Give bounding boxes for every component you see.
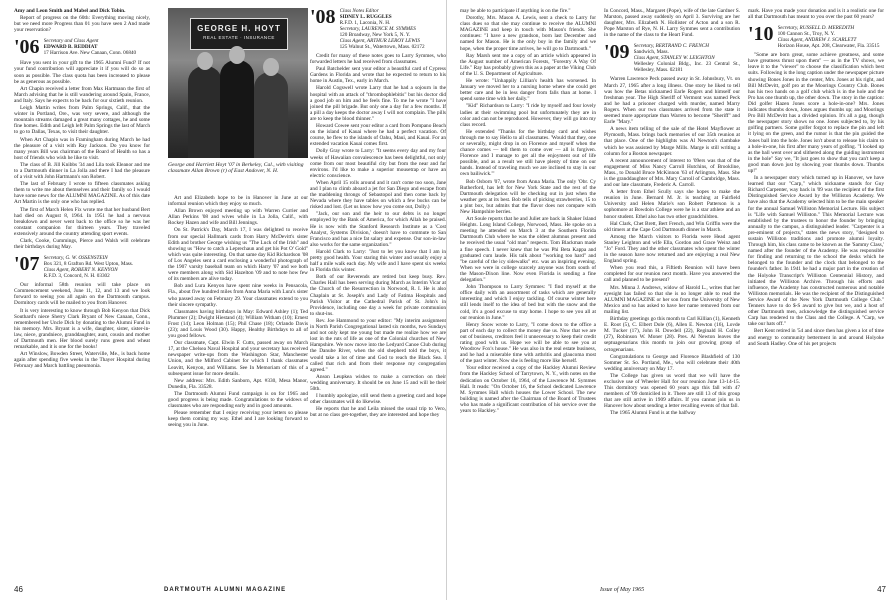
- right-page: [450, 0, 896, 600]
- paragraph: Bert Kent retired in '54 and since then has given a lot of time and energy to community betterment in and around Holyoke and South Hadley. One of his pet projects: [748, 328, 884, 347]
- paragraph: Paul Batchelder sent your editor a beautiful card of Cypress Gardens in Florida and wrote that he expected to return to his home in Austin, Tex., early in March.: [310, 66, 446, 85]
- officer-address: 17 Harrison Ave. New Canaan, Conn. 06840: [43, 50, 137, 57]
- class-officers: [44, 38, 150, 56]
- paragraph: Classmates having birthdays in May: Edward Ashley (1); Ted Plummer (2); Dwight Hiestand (4); William Witham (10); Ernest Frost (14); Leon Holman (15); Phil Chase (18); Orlando Davis (23); and Louis Wood (30). Happy, Healthy Birthdays to all of you good fellows.: [168, 308, 308, 340]
- paragraph: "Some are born great, some achieve greatness, and some have greatness thrust upon them" — as in the TV shows, we leave it to the "viewer" to choose the classification which best suits. Following is the long caption under the newspaper picture showing Bones Jones in the center, Mrs. Jones at his right, and Bill McDevitt, golf pro at the Moorings Country Club. Bones has his two hands on a golf club which is in the hole and the Pro has one thumb up, the other down. The story in the caption: Did golfer Hazen Jones score a hole-in-one? Mrs. Jones indicates thumbs down, Jones argues thumbs up; and Moorings Pro Bill McDevitt has a divided opinion. It's all a gag, though the newspaper story shows no one. Jones subjected to, by his golfing partners. Some golfer forgot to replace the pin and left it lying on the green, and the rumor is that the pin guided the Jones ball into the hole. Jones isn't about to release his claim to a hole-in-one, his first after many years of golfing. "I looked up as the ball went over and slithered along the guiding instrument in the hole" Say we, "It just goes to show that you can't keep a good man down just by showing your thumbs down. Thumbs up!": [748, 52, 884, 174]
- paragraph: Mrs. Minna J. Andrews, widow of Harold L., writes that her eyesight has failed so that she is no longer able to read the ALUMNI MAGAZINE or her son from the University of New Mexico and so has asked to have her name removed from our mailing list.: [604, 284, 740, 315]
- paragraph: In Concord, Mass., Margaret (Pope), wife of the late Gardner S. Marston, passed away suddenly on April 3. Surviving are her daughter, Mrs. Elizabeth N. Hollister of Acton and a son R. Pope Marston of Rye, N. H. Larry Symmes sent a contribution in the name of the class to the Heart Fund.: [604, 8, 740, 39]
- class-photo: [168, 8, 308, 158]
- paragraph: New address: Mrs. Edith Sanborn, Apt. #330, Mesa Manor, Dunedin, Fla. 33528.: [168, 377, 308, 390]
- class-year: '07: [14, 255, 40, 276]
- officer-role: Secretary and Class Agent: [43, 38, 99, 45]
- paragraph: Our informal 58th reunion will take place on Commencement weekend, June 11, 12, and 13 and we look forward to seeing you all again on the Dartmouth campus. Dormitory cards will be mailed to you from Hanover.: [14, 282, 150, 307]
- paragraph: I humbly apologize, still send them a greeting card and hope other classmates will do likewise.: [310, 393, 446, 406]
- paragraph: Your editor received a copy of the Hackley Alumni Review from the Hackley School of Tarrytown, N. Y., with notes on the dedication on October 16, 1964, of the Lawrence M. Symmes Hall. It reads: "On October 16, the School dedicated Lawrence M. Symmes Hall which houses the Lower School. The new building is named after the Chairman of the Board of Trustees who has made a significant contribution of his service over the years to Hackley.": [460, 365, 596, 414]
- officer-address: Sandwich, Mass.: [633, 49, 669, 56]
- paragraph: Howard Cowee sent your editor a card from Pompano Beach on the island of Kauai where he had a perfect vacation. Of course, he flew to the islands of Oahu, Maui, and Kauai. For an extended vacation Kauai comes first.: [310, 123, 446, 148]
- paragraph: The 1965 Alumni Fund is at the halfway: [610, 410, 696, 417]
- right-column-2: [604, 8, 740, 580]
- paragraph: The Dartmouth Alumni Fund campaign is on for 1965 and good progress is being made. Congratulations to the widows of classmates who are responding early and in good amounts.: [168, 390, 308, 410]
- paragraph: The class of B. Jill Knibbs '34 and Lila took Eleanor and me to a Dartmouth dinner in La Jolla and there I had the pleasure of a visit with John Hartmann's son Robert.: [14, 161, 150, 181]
- officer-name: SIDNEY L. RUGGLES: [339, 14, 392, 20]
- paragraph: Art and Elizabeth hope to be in Hanover in June at our informal reunion which they enjoy so much.: [168, 195, 308, 208]
- class-officers: [778, 25, 884, 49]
- paragraph: Allan Brown enjoyed meeting up with Warren Currier and Allan Perkins '08 and wives while in La Jolla, Calif., with Rockey Hazen and wife and Bill Jennings.: [168, 208, 308, 227]
- paragraph: The first of March Helen Fix wrote me that her husband Bert had died on August 8, 1964. In 1951 he had a nervous breakdown and never went back to the office so he was her constant companion for thirteen years. They traveled extensively around the country attending sport events.: [14, 206, 150, 237]
- paragraph: It is very interesting to know through Bob Kenyon that Dick Southard's niece Sherry Clark Bryant of New Canaan, Conn., remembered her Uncle Dick by donating to the Alumni Fund in his memory. Mrs. Bryant is a wife, daughter, sister, sister-in-law, niece, grandniece, granddaughter, aunt, cousin and mother of Dartmouth men. Her blood surely runs green and wheat remarkable, and it is one for the books!: [14, 307, 150, 351]
- officer-address: 100 Cannon St., Troy, N. Y.: [777, 31, 835, 38]
- class-year: '06: [14, 38, 40, 58]
- paragraph: Warren Lawrence Peck passed away in St. Johnsbury, Vt. on March 27, 1965 after a long illness. One story he liked to tell was how the Betas nicknamed Earle Rogers and himself our freshman year. The High Sheriff of Vermont was named Peck and he had a prisoner charged with murder, named Marry Rogers. When our two classmates arrived from the state it seemed more appropriate than Warren to become "Sheriff" and Earle "Mary.": [604, 76, 740, 126]
- office-sign: [190, 18, 288, 50]
- class-header-1910: [748, 25, 884, 49]
- paragraph: Rev. Joe Hammond to your editor: "My interim assignment in North Parish Congregational lasted six months, two Sundays and not only kept me young but made me realize how we are lost in the ruts of life as one of the Colonial churches of New Hampshire. We now move into the Ledyard Canoe Club during the Danube River, when the old shepherd told the boys, it would take a lot of time and God to reach the Black Sea. I called that rich and from their response my congregation agreed.": [310, 317, 446, 373]
- paragraph: When Art Chapin was in Framingham during March he had the pleasure of a visit with Ray Jackson. Do you know for many years Bill was chairman of the Board of Health so has a host of friends who wish he like to visit.: [14, 136, 150, 161]
- paragraph: may be able to participate if anything is on the fire.": [460, 8, 571, 14]
- paragraph: Both of our Reverends are retired but keep busy. Rev. Charles Hall has been serving during March as Interim Vicar at the Church of the Resurrection in Norwood, R. I. He is also Chaplain at St. Joseph's and Lady of Fatima Hospitals and Parish Visitor at the Cathedral Parish of St. John's in Providence, including one day a week for private communion to shut-ins.: [310, 274, 446, 317]
- right-footer: [460, 584, 886, 596]
- paragraph: Art Winslow, Bowden Street, Waterville, Me., is back home again after spending five weeks in the Thayer Hospital during February and March battling pneumonia.: [14, 351, 150, 370]
- paragraph: Dorothy, Mrs. Mason A. Lewis, sent a check to Larry for class dues so that she may continue to receive the ALUMNI MAGAZINE and keep in touch with Mason's friends. She continues: "I have a new grandson, born last December and named for Mason. He is the only boy in the family and we hope, when the proper time arrives, he will go to Dartmouth.": [460, 15, 596, 52]
- officer-role: Class Agent, ROBERT N. KENYON: [43, 267, 118, 274]
- paragraph: "Jack, our son and the heir to our debts is no longer employed by the Bank of America, for which Allah be praised. He is now with the Stanford Research Institute as a 'Cost Analyst, Systems Division,' doesn't have to commute to San Francisco and has a nice fat salary and expense. Our son-in-law also works for the same organization.": [310, 211, 446, 248]
- paragraph: mark. Have you made your donation and is it a realistic one for all that Dartmouth has meant to you over the past 60 years?: [748, 8, 884, 21]
- paragraph: Harold Cogswell wrote Larry that he had a sojourn in the hospital with an attack of "thrombophlebitis" but his doctor did a good job on him and he feels fine. To me he wrote "I have joined the pill brigade. But only one a day for a few months. If a pill a day keeps the doctor away I will not complain. The pills are to keep the blood thinner.": [310, 85, 446, 122]
- officer-address: 125 Walnut St., Watertown, Mass. 02172: [339, 44, 425, 50]
- officer-role: Class Agent, ARTHUR LEROY LEWIS: [339, 38, 420, 44]
- class-year: '08: [310, 8, 336, 28]
- paragraph: Bob Osborn '07, wrote from Anna Maria. The only 'Obr. Cy Rutherford, has left for New York State and the rest of the Dartmouth delegation will be checking out in just when the weather gets at its best. Bob tells of picking strawberries, 15 to a pint box, but admits that the flavor does not compare with New Hampshire berries.: [460, 178, 596, 215]
- sign-name: GEORGE H. HOYT: [197, 24, 281, 33]
- officer-role: Secretary, RUSSELL D. MEREDITH: [777, 25, 855, 32]
- issue-label: Issue of May 1965: [600, 587, 645, 593]
- left-page: [0, 0, 447, 600]
- left-column-2: [168, 195, 308, 580]
- officer-address: Horizon House, Apt. 208, Clearwater, Fla. 33515: [777, 43, 880, 50]
- officer-role: Secretary, BERTRAND C. FRENCH: [633, 43, 710, 50]
- paragraph: In a newspaper story which turned up in Hanover, we have learned that our "Carp," which nickname stands for Guy Richard Carpenter, way back in '09 was the recipient of the first Distinguished Service Award by the Williston Academy. We have also that the Academy selected him to be the main speaker for the annual Samuel Williston Memorial Lecture. His subject is "Life with Samuel Williston." This Memorial Lecture was established by the trustees to honor the founder by bringing annually to the campus, a distinguished leader. "Carpenter is a pre-eminent of projects," states the news story, "designed to sustain Williston traditions and promote alumni loyalty. Through him, his class came to be known as the 'Sammy Class,' named after the founder of the Academy. He was responsible for finding and returning to the school the desks which he belonged to the founder and the clock that belonged to the founder's father. In 1941 he had a major part in the creation of the Holyoke Transcript's Williston Centennial History, and initiated the Williston Archive. Through his efforts and influence, the Academy has constructed numerous and notable Williston memorials. He was the recipient of the Distinguished Service Award of the New York Dartmouth College Club." Tenners have to do $-S award to give but we, and a host of other Dartmouth men, acknowledge the distinguished service Carp has rendered to the Class and the College. A "Carp, we take our hats off.": [748, 175, 884, 328]
- class-year: '09: [604, 43, 630, 64]
- class-header-1907: [14, 255, 150, 279]
- left-column-3: [310, 8, 446, 580]
- paragraph: Our classmate, Capt. Elwin F. Cutts, passed away on March 17, at the Chelsea Naval Hospital and your secretary has received newspaper write-ups from the Washington Star, Manchester Union, and the Milford Cabinet for which I thank classmates Leavitt, Kenyon, and Williams. See In Memoriam of this of a subsequent issue for more details.: [168, 340, 308, 377]
- paragraph: John Thompson to Larry Symmes: "I find myself at the office daily with an assortment of tasks which are generally interesting and which I enjoy tackling. Of course winter here still lends itself to the idea of bed but with the snow and the cold, it's a good excuse to stay home. I hope to see you all at our reunion in June.": [460, 284, 596, 321]
- paragraph: "Kid" Richardson to Larry: "I ride by myself and four lovely ladies at their swimming pool but unfortunately they are in color and can not be reproduced. However, they will go into my class record.: [460, 103, 596, 128]
- class-header-1908: [310, 8, 446, 50]
- page-number: 47: [877, 585, 886, 594]
- person-figure: [220, 60, 254, 158]
- paragraph: The College has given us word that we will have the exclusive use of Wheeler Hall for our reunion June 13-14-15. This dormitory was opened 60 years ago this fall with 47 members of '09 domiciled in it. There are still 13 of this group that are still active in 1909 affairs. If you cannot join us in Hanover how about sending a letter recalling events of that fall.: [604, 372, 740, 410]
- left-footer: [14, 584, 434, 596]
- paragraph: When you read this, a Fiftieth Reunion will have been completed for our reunion next month. Have you answered the call and planned to be present?: [604, 265, 740, 284]
- paragraph: Amy and Leon Smith and Mabel and Dick Tobin.: [14, 8, 126, 14]
- paragraph: A news item telling of the sale of the Hotel Mayflower at Plymouth, Mass. brings back memories of our 35th reunion at that place. One of the highlights was Al Newton's clambake which he was assisted by Marge Mills. Marge is still writing a column for a Boston newspaper.: [604, 126, 740, 157]
- magazine-title: DARTMOUTH ALUMNI MAGAZINE: [164, 587, 287, 593]
- person-figure: [188, 66, 222, 158]
- person-head: [197, 52, 213, 70]
- paragraph: Bob and Lura Kenyon have spent nine weeks in Pensacola, Fla., about five hundred miles from Anna Maria with Lura's sister who passed away on February 29. Your classmates extend to you their sincere sympathy.: [168, 283, 308, 308]
- paragraph: Leigh Martin writes from Palm Springs, Calif., that the winter in Portland, Ore., was very severe, and although the mountain streams damaged a great many cottages, he and some fine homes. Edith and Leigh left Palm Springs the last of March to go to Dallas, Texas, to visit their daughter.: [14, 105, 150, 136]
- class-header-1906: [14, 38, 150, 57]
- officer-role: Class Notes Editor: [339, 8, 379, 14]
- right-column-3: [748, 8, 884, 580]
- class-officers: [634, 43, 740, 73]
- class-year: '10: [748, 25, 774, 46]
- photo-caption: George and Harriett Hoyt '07 in Berkeley, Cal., with visiting classmate Allan Brown (r) of East Andover, N. H.: [168, 162, 304, 175]
- officer-address: R.F.D. 1, Laconia, N. H.: [339, 20, 391, 26]
- sign-subtitle: REAL ESTATE · INSURANCE: [203, 35, 275, 40]
- right-column-1: [460, 8, 596, 580]
- person-head: [263, 58, 279, 76]
- paragraph: The last of February I wrote to fifteen classmates asking them to write me about themselves and their family so I would have some news for the ALUMNI MAGAZINE. As of this date Art Martin is the only one who has replied.: [14, 181, 150, 206]
- paragraph: Hal Clark, Chet Brett, Bert French, and Win Griffin were the old timers at the Cape Cod Dartmouth dinner in March.: [604, 220, 740, 233]
- officer-role: Class Agent, ANDREW J. SCARLETT: [777, 37, 857, 44]
- paragraph: Henry Snow wrote to Larry, "I come down to the office a part of each day to collect the money due us. Now that we are out of business, creditors feel it unnecessary to keep their credit rating good with us. Hope we will be able to see you at Woodrow Fox's house." He was also in the real estate business, and he had a miserable time with arthritis and glaucoma most of the past winter. Now she is feeling more like herself.: [460, 321, 596, 365]
- paragraph: Birthday greetings go this month to Carl Killian (1), Kenneth E. Root (5), C. Elbert Dole (6), Allen E. Newton (16), Lovde M. Tucker (17), John H. Dowdell (22), Reginald H. Colley (27), Robinson W. Moner (28). Pres. Al Newton leaves the septuagenarians this month to join our growing group of octogenarians.: [604, 316, 740, 353]
- paragraph: Congratulations to George and Florence Blashfield of 130 Sommer St. So. Portland, Me., who will celebrate their 40th wedding anniversary on May 17.: [604, 353, 740, 372]
- officer-role: Class Agent, STANLEY W. LEIGHTON: [633, 55, 715, 62]
- officer-address: R.F.D. 3, Concord, N. H. 03302: [43, 273, 110, 280]
- paragraph: Report of progress on the 60th: Everything moving nicely, but we need more Progress than 01 you have seen 2 And made your reservation?: [14, 15, 150, 34]
- officer-role: Secretary, G. W. OSSENSTEIN: [43, 255, 108, 262]
- paragraph: Art Soule reports that he and Juliet are back in Shaker Island Heights. Long Island College, Norwood, Mass. He spoke on a meeting he attended on March 3 at the Southern Florida Dartmouth Club where he was the oldest alumnus present and he received the usual "old man" respects. Tom Blackman made a fine speech. I never knew that he was Phi Beta Kappa and graduated cum laude. His talk about "working too hard" and "be careful of the icy sidewalks" etc. was an inspiring evening. When we were in college scarcely anyone was from south of the Mason-Dixon line. Now even Florida is sending a fine delegation.": [460, 216, 596, 284]
- paragraph: He wrote: "Unhappily Lillian's health has worsened. In January we moved her to a nursing home where she could get better care and be in less danger from falls than at home. I spend some time with her daily.": [460, 78, 596, 103]
- paragraph: A recent announcement of interest to '09ers was that of the engagement of Miss Nancy Carroll Hutchins, of Brookline, Mass., to Donald Bruce McKinnon '63 of Arlington, Mass. She is the granddaughter of Mrs. Mary Carroll of Cambridge, Mass. and our late classmate, Frederic A. Carroll.: [604, 157, 740, 189]
- person-head: [229, 46, 245, 64]
- paragraph: Ray Marsh sent me a copy of an article which appeared in the August number of American Forests, "Forestry A Way Of Life." Ray has probably given this as a paper at the Viking Club of the U. S. Department of Agriculture.: [460, 52, 596, 77]
- paragraph: He extended "Thanks for the birthday card and wishes through me to say Hello to all classmates. 'Would that they, one or severally, might drop in on Florence and myself when the chance comes — tell them to come over — all is forgiven. Florence and I manage to get all the enjoyment out of life possible, and as a result we still have plenty of time on our hands. Instead of traveling much we are inclined to stay in our own bailiwick.'": [460, 128, 596, 178]
- page-number: 46: [14, 585, 23, 594]
- officer-role: Secretary, LAURENCE M. SYMMES: [339, 26, 416, 32]
- officer-address: 120 Broadway, New York 5, N. Y.: [339, 32, 411, 38]
- class-header-1909: [604, 43, 740, 73]
- paragraph: On St. Patrick's Day, March 17, I was delighted to receive from our special Hallmark cards from Harry McDevitt's sister Edith and brother George wishing us "The Luck of the Irish" and showing us "How to catch a Leprechaun and get his Pot O' Gold" which was quite interesting. On that same day Kid Richardson '08 of Los Angeles sent a card enclosing a wonderful photograph of the 1907 varsity baseball team on which Harry '07 and we both were members along with Sid Hazelton '09 and to note how few of its members are alive today.: [168, 227, 308, 283]
- left-column-1: [14, 8, 150, 580]
- paragraph: Anson Leupkea wishes to make a correction on their wedding anniversary. It should be on June 15 and will be their 50th.: [310, 373, 446, 392]
- paragraph: Please remember that I enjoy receiving your letters so please keep them coming my way. Ethel and I are looking forward to seeing you in June.: [168, 410, 308, 429]
- paragraph: Among the March visitors to Florida were Head agent Stanley Leighton and wife Ella, Gordon and Grace Weinz and "Jo" Ford. They and the other classmates who spent the winter in the season have now returned and are enjoying a real New England spring.: [604, 233, 740, 265]
- paragraph: A letter from Ethel Scully says she hopes to make the reunion in June. Bernard M. Jr. is teaching at Fairfield University and Helen Marie's son Robert Patterson is a sophomore at Bowdoin College were he is a star athlete and an honor student. Ethel also has two other grandchildren.: [604, 189, 740, 220]
- class-officers: [44, 255, 150, 279]
- person-figure: [254, 72, 288, 158]
- paragraph: Dolly Gray wrote to Larry: "It seems every day and my four weeks of Hawaiian convalescence has been delightful, not only come from our most beautiful city but from the near and far environs. I'd like to make a superior mousetrap or have an electric conscience.: [310, 148, 446, 179]
- paragraph: Art Chapin received a letter from Max Hartmann the first of March advising that he is still wandering around Spain, France, and Italy. Says he expects to be back for our sixtieth reunion.: [14, 85, 150, 104]
- paragraph: Clark, Cooke, Cummings, Pierce and Walsh will celebrate their birthdays during May.: [14, 238, 150, 251]
- officer-name: EDWARD B. REDDIAT: [43, 44, 98, 51]
- class-officers: [340, 8, 446, 50]
- officer-address: Wellesley Colonial Bldg., Inc. 23 Central St., Wellesley, Mass. 02181: [633, 61, 740, 74]
- paragraph: Credit for many of these notes goes to Larry Symmes, who forwarded letters he had received from classmates.: [310, 53, 446, 66]
- paragraph: When April 15 rolls around and it can't come too soon, Jane and I plan to climb aboard a jet for San Diego and escape from the maddening throngs of Sebastopol and then come back by Nevada where they have tables on which a few bucks can be risked and lost. (Let us know how you come out, Dolly.): [310, 179, 446, 211]
- paragraph: Have you sent in your gift to the 1965 Alumni Fund? If not your fund contribution will appreciate it if you will do so as soon as possible. The class quota has been increased to please be as generous as possible.: [14, 60, 150, 85]
- paragraph: He reports that he and Leila missed the usual trip to Vero, but at no class get-together, they are interested and hope they: [310, 406, 446, 419]
- officer-address: Box 321, 8 Grafton Rd. West Upton, Mass.: [43, 261, 134, 268]
- paragraph: Harold Clark to Larry: "Just to let you know that I am in pretty good health. Your staring this winter and usually enjoy a half a mile walk each day. My wife and I have spent six weeks in Florida this winter.: [310, 248, 446, 274]
